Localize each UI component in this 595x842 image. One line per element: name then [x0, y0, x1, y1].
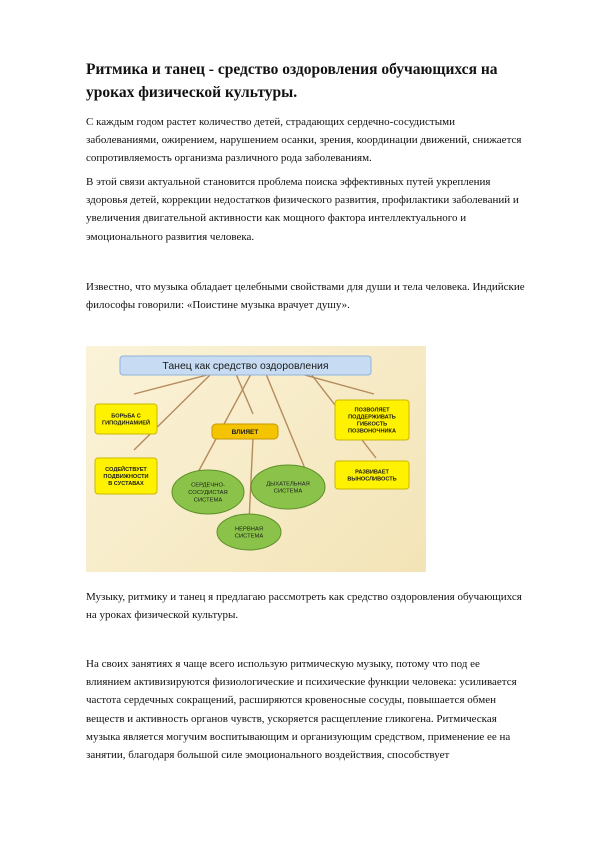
diagram-oval-0-label-line-1: СОСУДИСТАЯ	[188, 490, 228, 497]
diagram-center-label-line-0: ВЛИЯЕТ	[231, 428, 259, 436]
connector-top-right-1	[301, 374, 374, 394]
paragraph-2: В этой связи актуальной становится проблема поиска эффективных путей укрепления здоровья детей, коррекции недостатков физического развития, профилактики заболеваний и увеличения двигательной активности как мощного фактора интеллектуального и эмоционального развития человека.	[86, 176, 519, 243]
diagram-oval-0-label-line-0: СЕРДЕЧНО-	[191, 482, 225, 489]
document-title: Ритмика и танец - средство оздоровления обучающихся на уроках физической культуры.	[86, 61, 498, 101]
diagram-right-box-1-label-line-0: РАЗВИВАЕТ	[355, 469, 389, 476]
paragraph-3: Известно, что музыка обладает целебными свойствами для души и тела человека. Индийские философы говорили: «Поистине музыка врачует душу».	[86, 281, 525, 312]
paragraph-5: На своих занятиях я чаще всего использую ритмическую музыку, потому что под ее влиянием активизируются физиологические и психические функции человека: усиливается частота сердечных сокращений, расширяются кровеносные сосуды, повышается обмен веществ и активность органов чувств, ускоряется расщепление гликогена. Ритмическая музыка является могучим воспитывающим и организующим средством, применение ее на занятии, благодаря большой силе эмоционального воздействия, способствует	[86, 658, 517, 762]
diagram-right-box-1-label-line-1: ВЫНОСЛИВОСТЬ	[347, 476, 397, 483]
paragraph-4: Музыку, ритмику и танец я предлагаю рассмотреть как средство оздоровления обучающихся на уроках физической культуры.	[86, 591, 522, 622]
connector-top-left-1	[134, 374, 211, 394]
diagram-right-box-0-label-line-1: ПОДДЕРЖИВАТЬ	[348, 414, 396, 421]
diagram-oval-0-label-line-2: СИСТЕМА	[193, 497, 223, 504]
diagram-oval-2-label-line-0: НЕРВНАЯ	[234, 526, 264, 533]
diagram-left-box-1-label-line-2: В СУСТАВАХ	[108, 481, 144, 488]
diagram-oval-1-label-line-0: ДЫХАТЕЛЬНАЯ	[266, 481, 310, 488]
diagram-left-box-1-label-line-0: СОДЕЙСТВУЕТ	[105, 466, 147, 473]
diagram-oval-1-label-line-1: СИСТЕМА	[273, 488, 303, 495]
diagram-top-label-line-0: Танец как средство оздоровления	[162, 360, 329, 373]
diagram-right-box-0-label-line-0: ПОЗВОЛЯЕТ	[354, 407, 390, 414]
paragraph-1: С каждым годом растет количество детей, страдающих сердечно-сосудистыми заболеваниями, ожирением, нарушением осанки, зрения, координации движений, снижается сопротивляемость организма различного рода заболеваниям.	[86, 116, 522, 165]
diagram-right-box-0-label-line-3: ПОЗВОНОЧНИКА	[348, 428, 396, 435]
diagram-oval-2-label-line-1: СИСТЕМА	[234, 533, 264, 540]
diagram-left-box-0-label-line-1: ГИПОДИНАМИЕЙ	[101, 420, 151, 427]
diagram-left-box-0-label-line-0: БОРЬБА С	[111, 413, 141, 420]
connector-top-center	[236, 374, 253, 414]
dance-health-diagram	[86, 346, 426, 572]
diagram-right-box-0-label-line-2: ГИБКОСТЬ	[356, 421, 388, 428]
diagram-left-box-1-label-line-1: ПОДВИЖНОСТИ	[103, 473, 149, 480]
diagram-canvas	[86, 346, 426, 572]
